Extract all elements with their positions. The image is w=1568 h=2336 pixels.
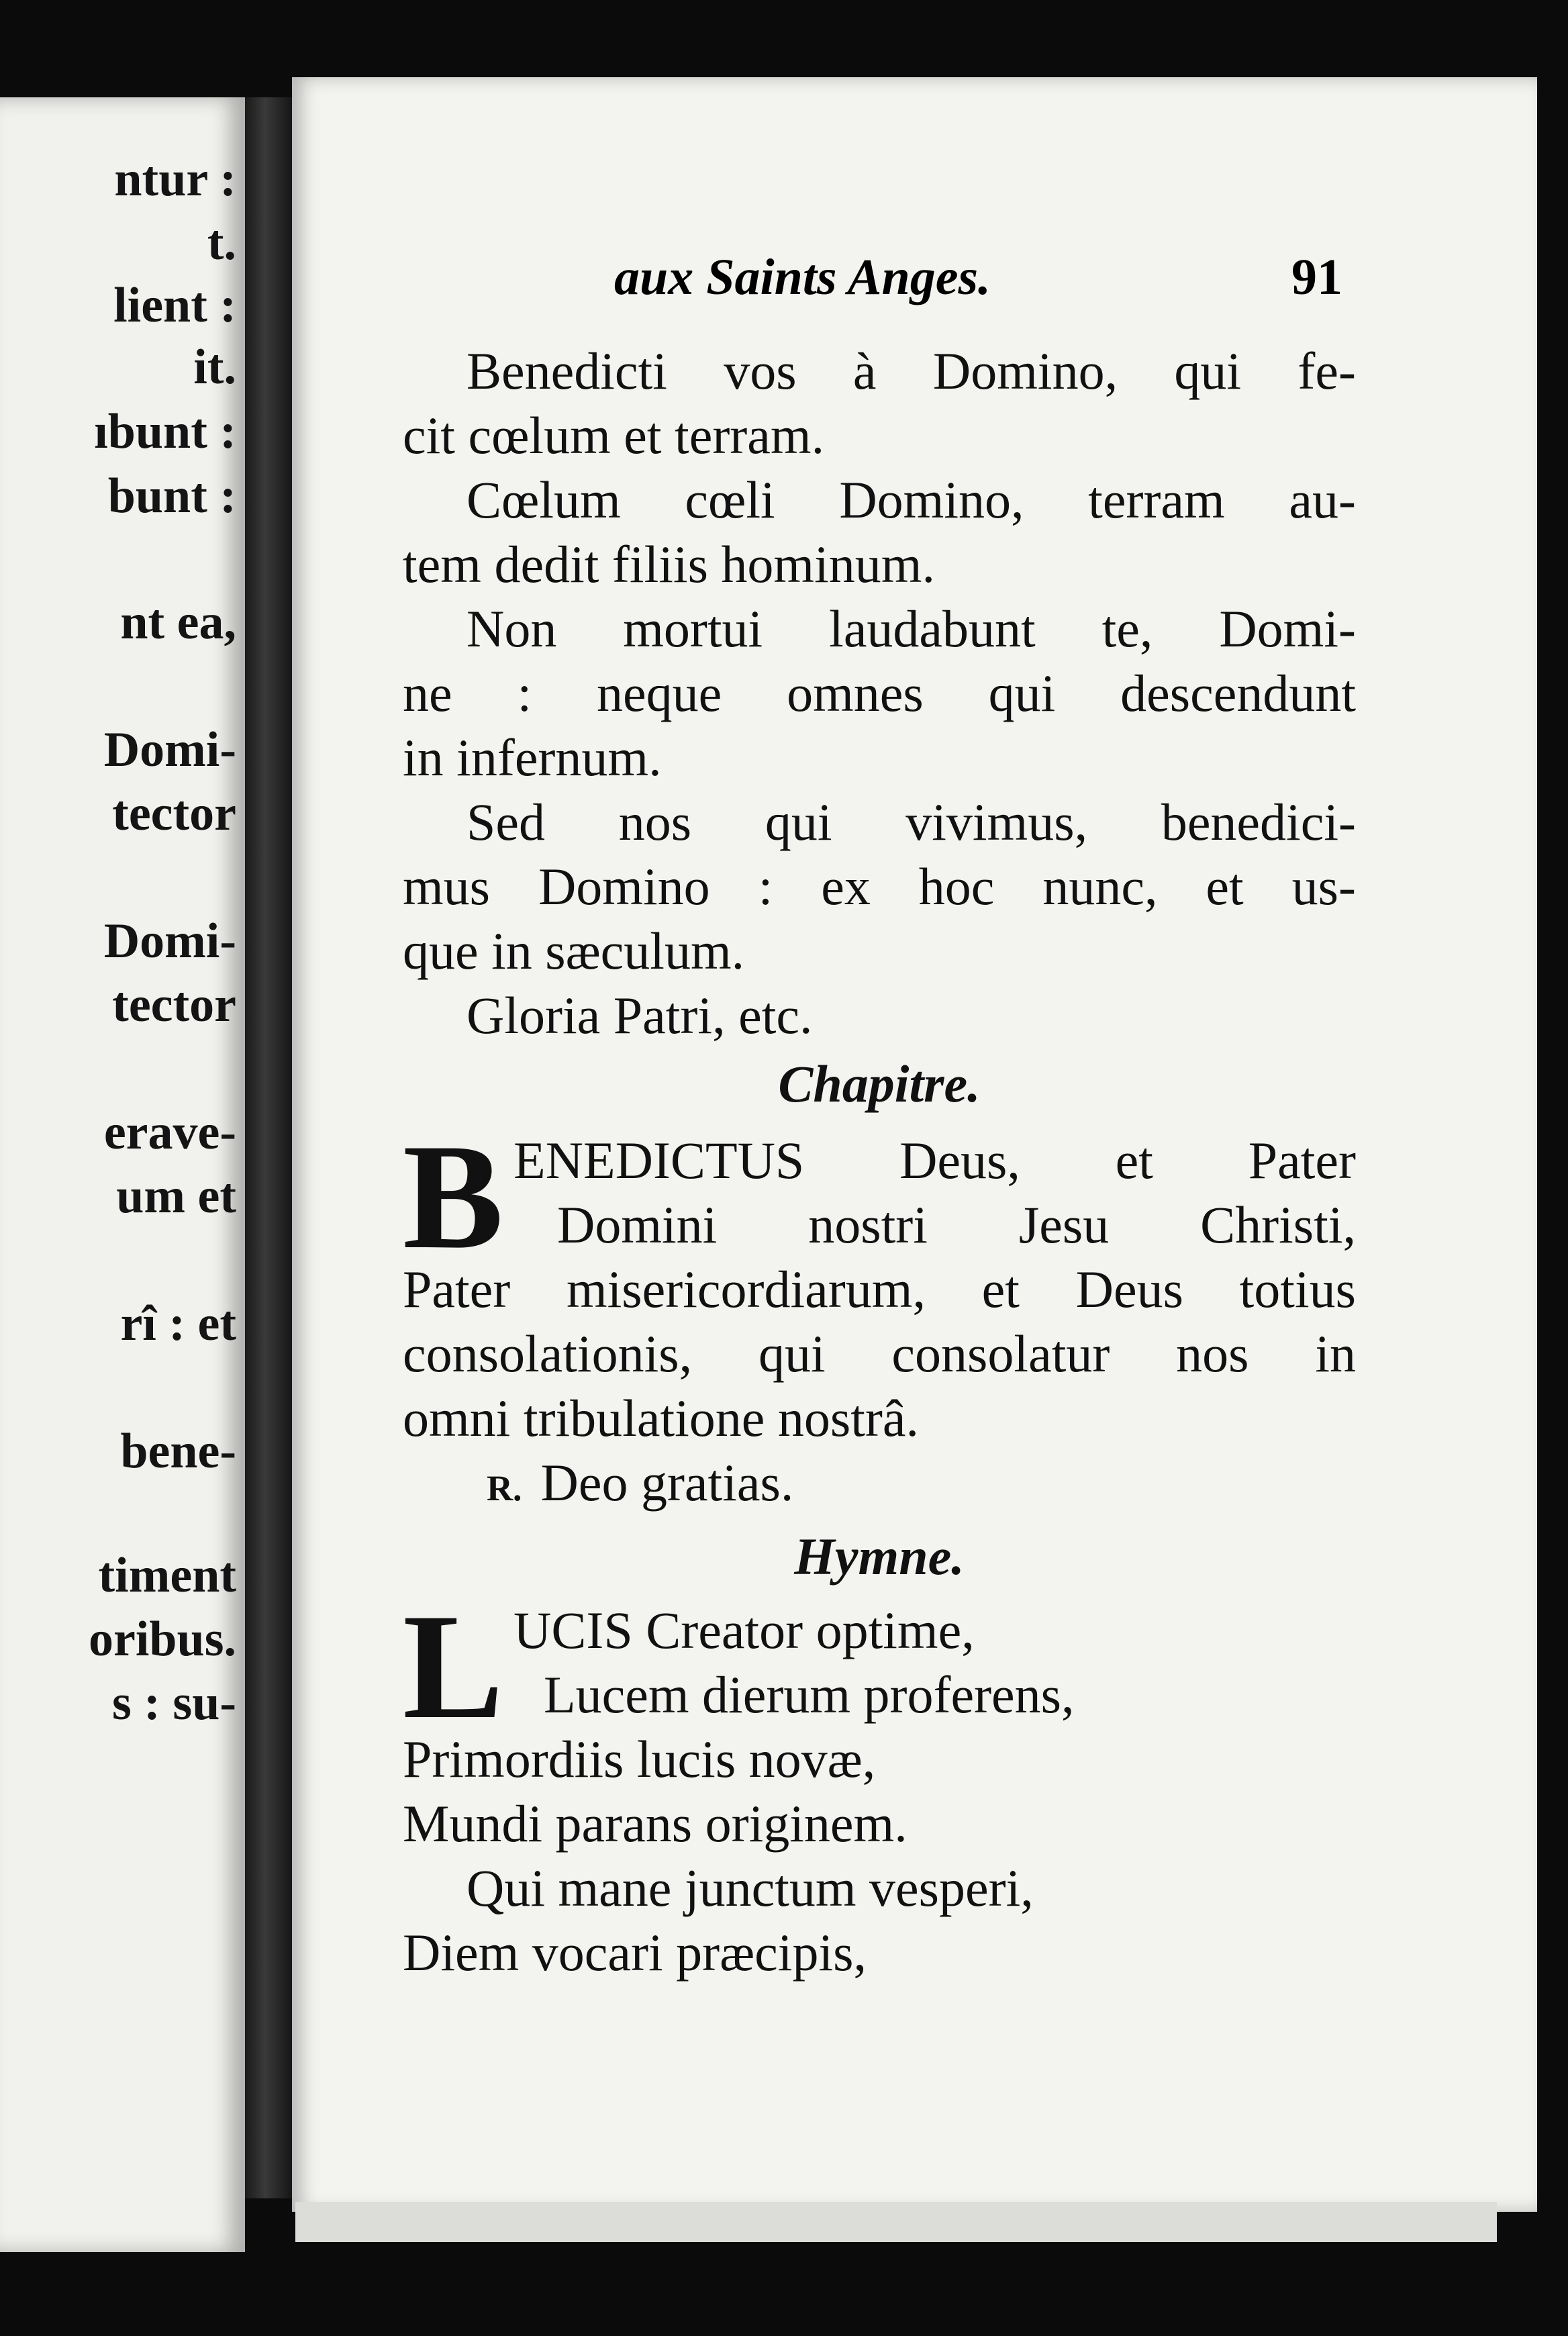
text-line: tem dedit filiis hominum. bbox=[403, 535, 935, 593]
drop-cap: B bbox=[403, 1112, 504, 1280]
text-line: mus Domino : ex hoc nunc, et us- bbox=[403, 857, 1356, 916]
text-line: ne : neque omnes qui descendunt bbox=[403, 664, 1356, 722]
hymn-line: Mundi parans originem. bbox=[403, 1794, 908, 1853]
left-fragment: bunt : bbox=[107, 469, 236, 524]
left-fragment: bene- bbox=[120, 1424, 236, 1479]
left-fragment: nt ea, bbox=[120, 595, 236, 650]
text-line: ENEDICTUS Deus, et Pater bbox=[513, 1131, 1356, 1189]
chapter-heading: Chapitre. bbox=[778, 1055, 981, 1113]
running-title: aux Saints Anges. bbox=[614, 249, 991, 305]
left-fragment: um et bbox=[116, 1169, 236, 1224]
left-fragment: oribus. bbox=[88, 1612, 236, 1667]
left-fragment: erave- bbox=[103, 1105, 236, 1160]
text-line: Cœlum cœli Domino, terram au- bbox=[467, 471, 1356, 529]
gloria-line: Gloria Patri, etc. bbox=[467, 986, 813, 1044]
text-line: que in sæculum. bbox=[403, 922, 745, 980]
hymn-line: Qui mane junctum vesperi, bbox=[467, 1859, 1034, 1917]
text-line: Pater misericordiarum, et Deus totius bbox=[403, 1260, 1356, 1318]
left-fragment: it. bbox=[193, 340, 236, 395]
left-fragment: Domi- bbox=[103, 914, 236, 969]
psalm-section bbox=[403, 339, 1356, 1048]
left-fragment: s : su- bbox=[111, 1675, 236, 1731]
text-line: Benedicti vos à Domino, qui fe- bbox=[467, 342, 1356, 400]
text-line: in infernum. bbox=[403, 728, 662, 787]
left-fragment: tector bbox=[112, 786, 236, 841]
page-text bbox=[403, 339, 1356, 1985]
response-line bbox=[403, 1451, 1356, 1520]
page-edge bbox=[295, 2202, 1497, 2242]
response-marker: R. bbox=[487, 1468, 522, 1508]
hymn-line: UCIS Creator optime, bbox=[513, 1601, 975, 1659]
left-fragment: lient : bbox=[113, 278, 236, 333]
left-fragment: ntur : bbox=[114, 152, 236, 207]
text-line: consolationis, qui consolatur nos in bbox=[403, 1324, 1356, 1383]
response-text: Deo gratias. bbox=[540, 1453, 794, 1512]
hymn-line: Lucem dierum proferens, bbox=[544, 1665, 1075, 1724]
book-gutter bbox=[245, 97, 295, 2198]
hymn-line: Primordiis lucis novæ, bbox=[403, 1730, 876, 1788]
text-line: cit cœlum et terram. bbox=[403, 406, 825, 465]
hymn-line: Diem vocari præcipis, bbox=[403, 1923, 867, 1982]
page-number: 91 bbox=[1291, 249, 1342, 305]
text-line: Domini nostri Jesu Christi, bbox=[557, 1196, 1356, 1254]
left-page bbox=[0, 97, 245, 2252]
hymn-heading: Hymne. bbox=[794, 1527, 965, 1586]
left-fragment: ıbunt : bbox=[94, 404, 236, 459]
hymn-stanza bbox=[403, 1582, 1356, 1985]
chapter-paragraph bbox=[403, 1112, 1356, 1451]
text-line: omni tribulatione nostrâ. bbox=[403, 1389, 920, 1447]
drop-cap: L bbox=[403, 1582, 504, 1750]
text-line: Sed nos qui vivimus, benedici- bbox=[467, 793, 1356, 851]
text-line: Non mortui laudabunt te, Domi- bbox=[467, 599, 1356, 658]
left-fragment: Domi- bbox=[103, 722, 236, 777]
left-fragment: rî : et bbox=[120, 1296, 236, 1351]
left-fragment: timent bbox=[98, 1548, 236, 1603]
left-fragment: t. bbox=[207, 215, 236, 271]
left-fragment: tector bbox=[112, 977, 236, 1032]
